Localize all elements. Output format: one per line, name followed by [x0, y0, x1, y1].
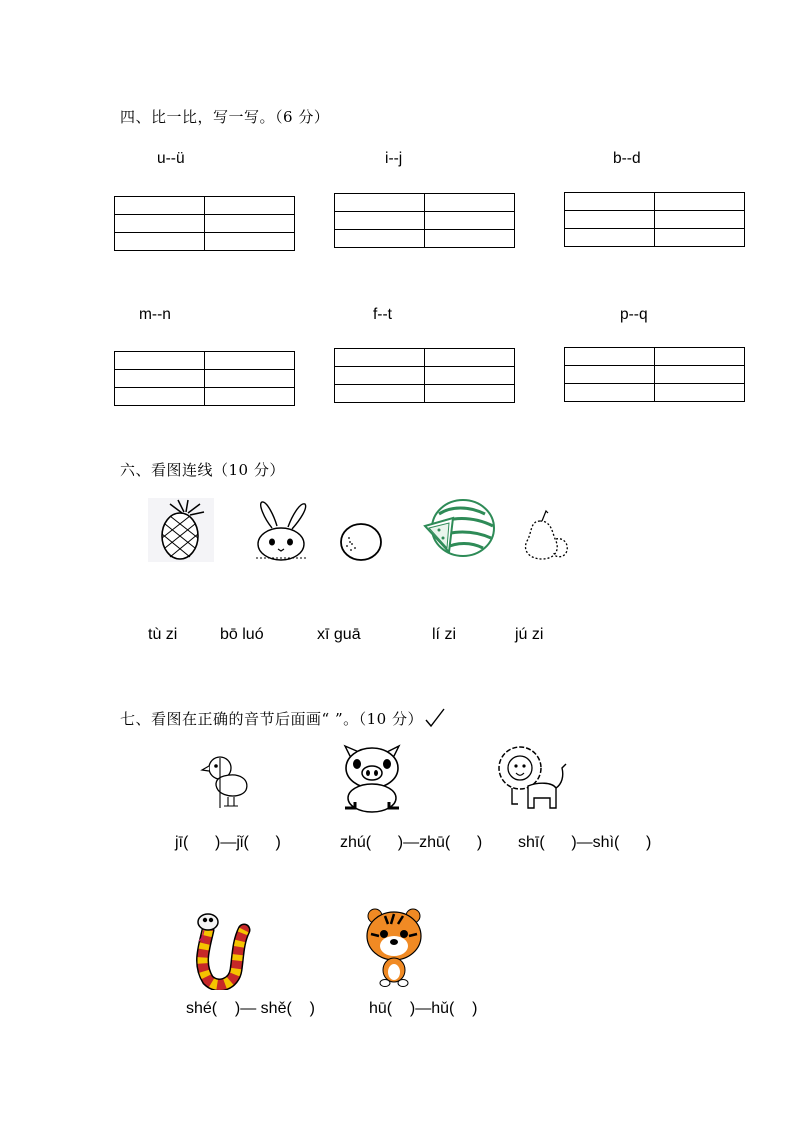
grid-cell[interactable]	[335, 349, 425, 367]
grid-cell[interactable]	[565, 348, 655, 366]
grid-cell[interactable]	[335, 367, 425, 385]
grid-cell[interactable]	[565, 211, 655, 229]
grid-cell[interactable]	[565, 384, 655, 402]
section7-heading: 七、看图在正确的音节后面画“ ”。（10 分）	[120, 710, 423, 728]
lion-picture[interactable]	[496, 742, 570, 814]
grid-cell[interactable]	[655, 193, 745, 211]
grid-cell[interactable]	[205, 352, 295, 370]
tiger-picture[interactable]	[363, 906, 425, 988]
grid-cell[interactable]	[565, 193, 655, 211]
letter-pair-p-q: p--q	[620, 306, 648, 323]
section6-heading: 六、看图连线（10 分）	[120, 461, 285, 479]
writing-grid-m-n[interactable]	[114, 351, 295, 406]
grid-cell[interactable]	[655, 229, 745, 247]
letter-pair-b-d: b--d	[613, 150, 641, 167]
grid-cell[interactable]	[205, 233, 295, 251]
grid-cell[interactable]	[115, 370, 205, 388]
grid-cell[interactable]	[115, 388, 205, 406]
pinyin-word-tu-zi[interactable]: tù zi	[148, 626, 178, 643]
grid-cell[interactable]	[425, 349, 515, 367]
grid-cell[interactable]	[565, 366, 655, 384]
writing-grid-u-v[interactable]	[114, 196, 295, 251]
pinyin-choice-shi[interactable]: shī( )—shì( )	[518, 834, 652, 851]
snake-picture[interactable]	[190, 908, 256, 990]
grid-cell[interactable]	[425, 367, 515, 385]
letter-pair-f-t: f--t	[373, 306, 392, 323]
pinyin-word-bo-luo[interactable]: bō luó	[220, 626, 264, 643]
grid-cell[interactable]	[115, 233, 205, 251]
pinyin-choice-zhu[interactable]: zhú( )—zhū( )	[340, 834, 483, 851]
grid-cell[interactable]	[205, 370, 295, 388]
pig-picture[interactable]	[337, 742, 407, 816]
pinyin-choice-ji[interactable]: jī( )—jǐ( )	[175, 834, 281, 851]
letter-pair-i-j: i--j	[385, 150, 403, 167]
writing-grid-p-q[interactable]	[564, 347, 745, 402]
grid-cell[interactable]	[335, 385, 425, 403]
grid-cell[interactable]	[205, 197, 295, 215]
chick-picture[interactable]	[200, 750, 256, 810]
writing-grid-b-d[interactable]	[564, 192, 745, 247]
pear-picture[interactable]	[520, 509, 570, 561]
grid-cell[interactable]	[655, 211, 745, 229]
writing-grid-i-j[interactable]	[334, 193, 515, 248]
grid-cell[interactable]	[655, 366, 745, 384]
grid-cell[interactable]	[655, 384, 745, 402]
grid-cell[interactable]	[425, 230, 515, 248]
watermelon-picture[interactable]	[423, 496, 497, 562]
grid-cell[interactable]	[115, 352, 205, 370]
pinyin-choice-she[interactable]: shé( )— shě( )	[186, 1000, 315, 1017]
rabbit-picture[interactable]	[250, 500, 312, 562]
grid-cell[interactable]	[115, 215, 205, 233]
pinyin-word-ju-zi[interactable]: jú zi	[515, 626, 544, 643]
grid-cell[interactable]	[335, 212, 425, 230]
letter-pair-m-n: m--n	[139, 306, 171, 323]
letter-pair-u-v: u--ü	[157, 150, 185, 167]
grid-cell[interactable]	[205, 388, 295, 406]
grid-cell[interactable]	[425, 194, 515, 212]
writing-grid-f-t[interactable]	[334, 348, 515, 403]
check-mark-icon	[425, 708, 445, 728]
grid-cell[interactable]	[115, 197, 205, 215]
pinyin-word-xi-gua[interactable]: xī guā	[317, 626, 361, 643]
orange-picture[interactable]	[339, 522, 383, 562]
grid-cell[interactable]	[565, 229, 655, 247]
grid-cell[interactable]	[335, 230, 425, 248]
pineapple-picture[interactable]	[148, 498, 214, 562]
grid-cell[interactable]	[205, 215, 295, 233]
grid-cell[interactable]	[655, 348, 745, 366]
pinyin-choice-hu[interactable]: hū( )—hǔ( )	[369, 1000, 478, 1017]
grid-cell[interactable]	[425, 385, 515, 403]
section4-heading: 四、比一比，写一写。（6 分）	[120, 108, 330, 126]
grid-cell[interactable]	[335, 194, 425, 212]
pinyin-word-li-zi[interactable]: lí zi	[432, 626, 456, 643]
grid-cell[interactable]	[425, 212, 515, 230]
